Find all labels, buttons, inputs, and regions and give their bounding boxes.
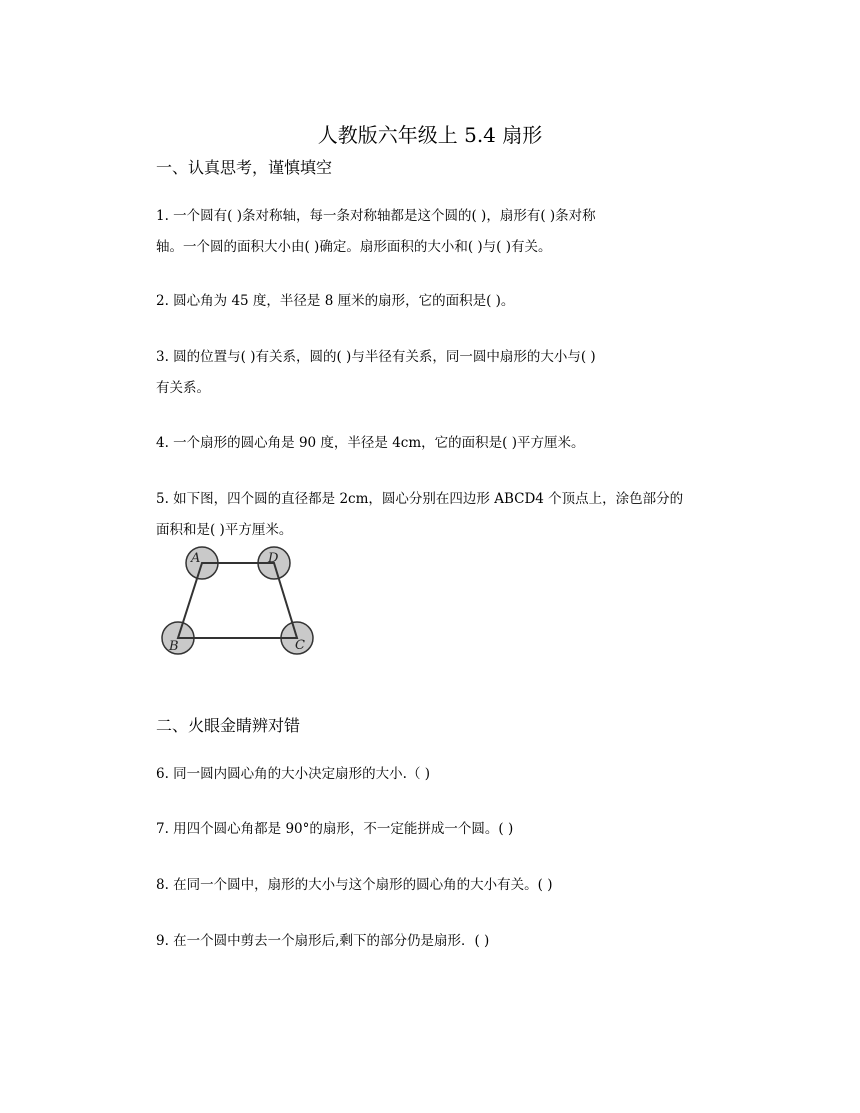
question-1 [156, 201, 716, 263]
section-heading-true-false: 二、火眼金睛辨对错 [156, 716, 301, 735]
question-1-line-2: 轴。一个圆的面积大小由( )确定。扇形面积的大小和( )与( )有关。 [156, 239, 552, 255]
question-6 [156, 759, 716, 790]
question-2 [156, 286, 716, 317]
question-9-text: 9. 在一个圆中剪去一个扇形后,剩下的部分仍是扇形．( ) [156, 933, 490, 949]
question-5 [156, 484, 716, 546]
quadrilateral-circles-figure [156, 540, 326, 665]
vertex-label-a: A [191, 551, 201, 566]
page-title: 人教版六年级上 5.4 扇形 [317, 123, 543, 147]
question-3-line-2: 有关系。 [156, 380, 210, 396]
vertex-label-b: B [169, 639, 179, 654]
section-heading-fill-blanks: 一、认真思考，谨慎填空 [156, 158, 333, 177]
question-9 [156, 926, 716, 957]
question-3-line-1: 3. 圆的位置与( )有关系，圆的( )与半径有关系，同一圆中扇形的大小与( ) [156, 349, 596, 365]
question-8-text: 8. 在同一个圆中，扇形的大小与这个扇形的圆心角的大小有关。( ) [156, 877, 553, 893]
question-2-text: 2. 圆心角为 45 度，半径是 8 厘米的扇形，它的面积是( )。 [156, 293, 515, 309]
question-7-text: 7. 用四个圆心角都是 90°的扇形，不一定能拼成一个圆。( ) [156, 821, 514, 837]
question-4 [156, 428, 716, 459]
vertex-label-c: C [295, 638, 305, 653]
question-5-line-2: 面积和是( )平方厘米。 [156, 522, 293, 538]
question-3 [156, 342, 716, 404]
question-5-line-1: 5. 如下图，四个圆的直径都是 2cm，圆心分别在四边形 ABCD4 个顶点上，涂色部分的 [156, 491, 684, 507]
vertex-label-d: D [268, 551, 279, 566]
question-7 [156, 814, 716, 845]
question-1-line-1: 1. 一个圆有( )条对称轴，每一条对称轴都是这个圆的( )，扇形有( )条对称 [156, 208, 596, 224]
question-6-text: 6. 同一圆内圆心角的大小决定扇形的大小.（ ) [156, 766, 431, 782]
question-8 [156, 870, 716, 901]
question-4-text: 4. 一个扇形的圆心角是 90 度，半径是 4cm，它的面积是( )平方厘米。 [156, 435, 585, 451]
